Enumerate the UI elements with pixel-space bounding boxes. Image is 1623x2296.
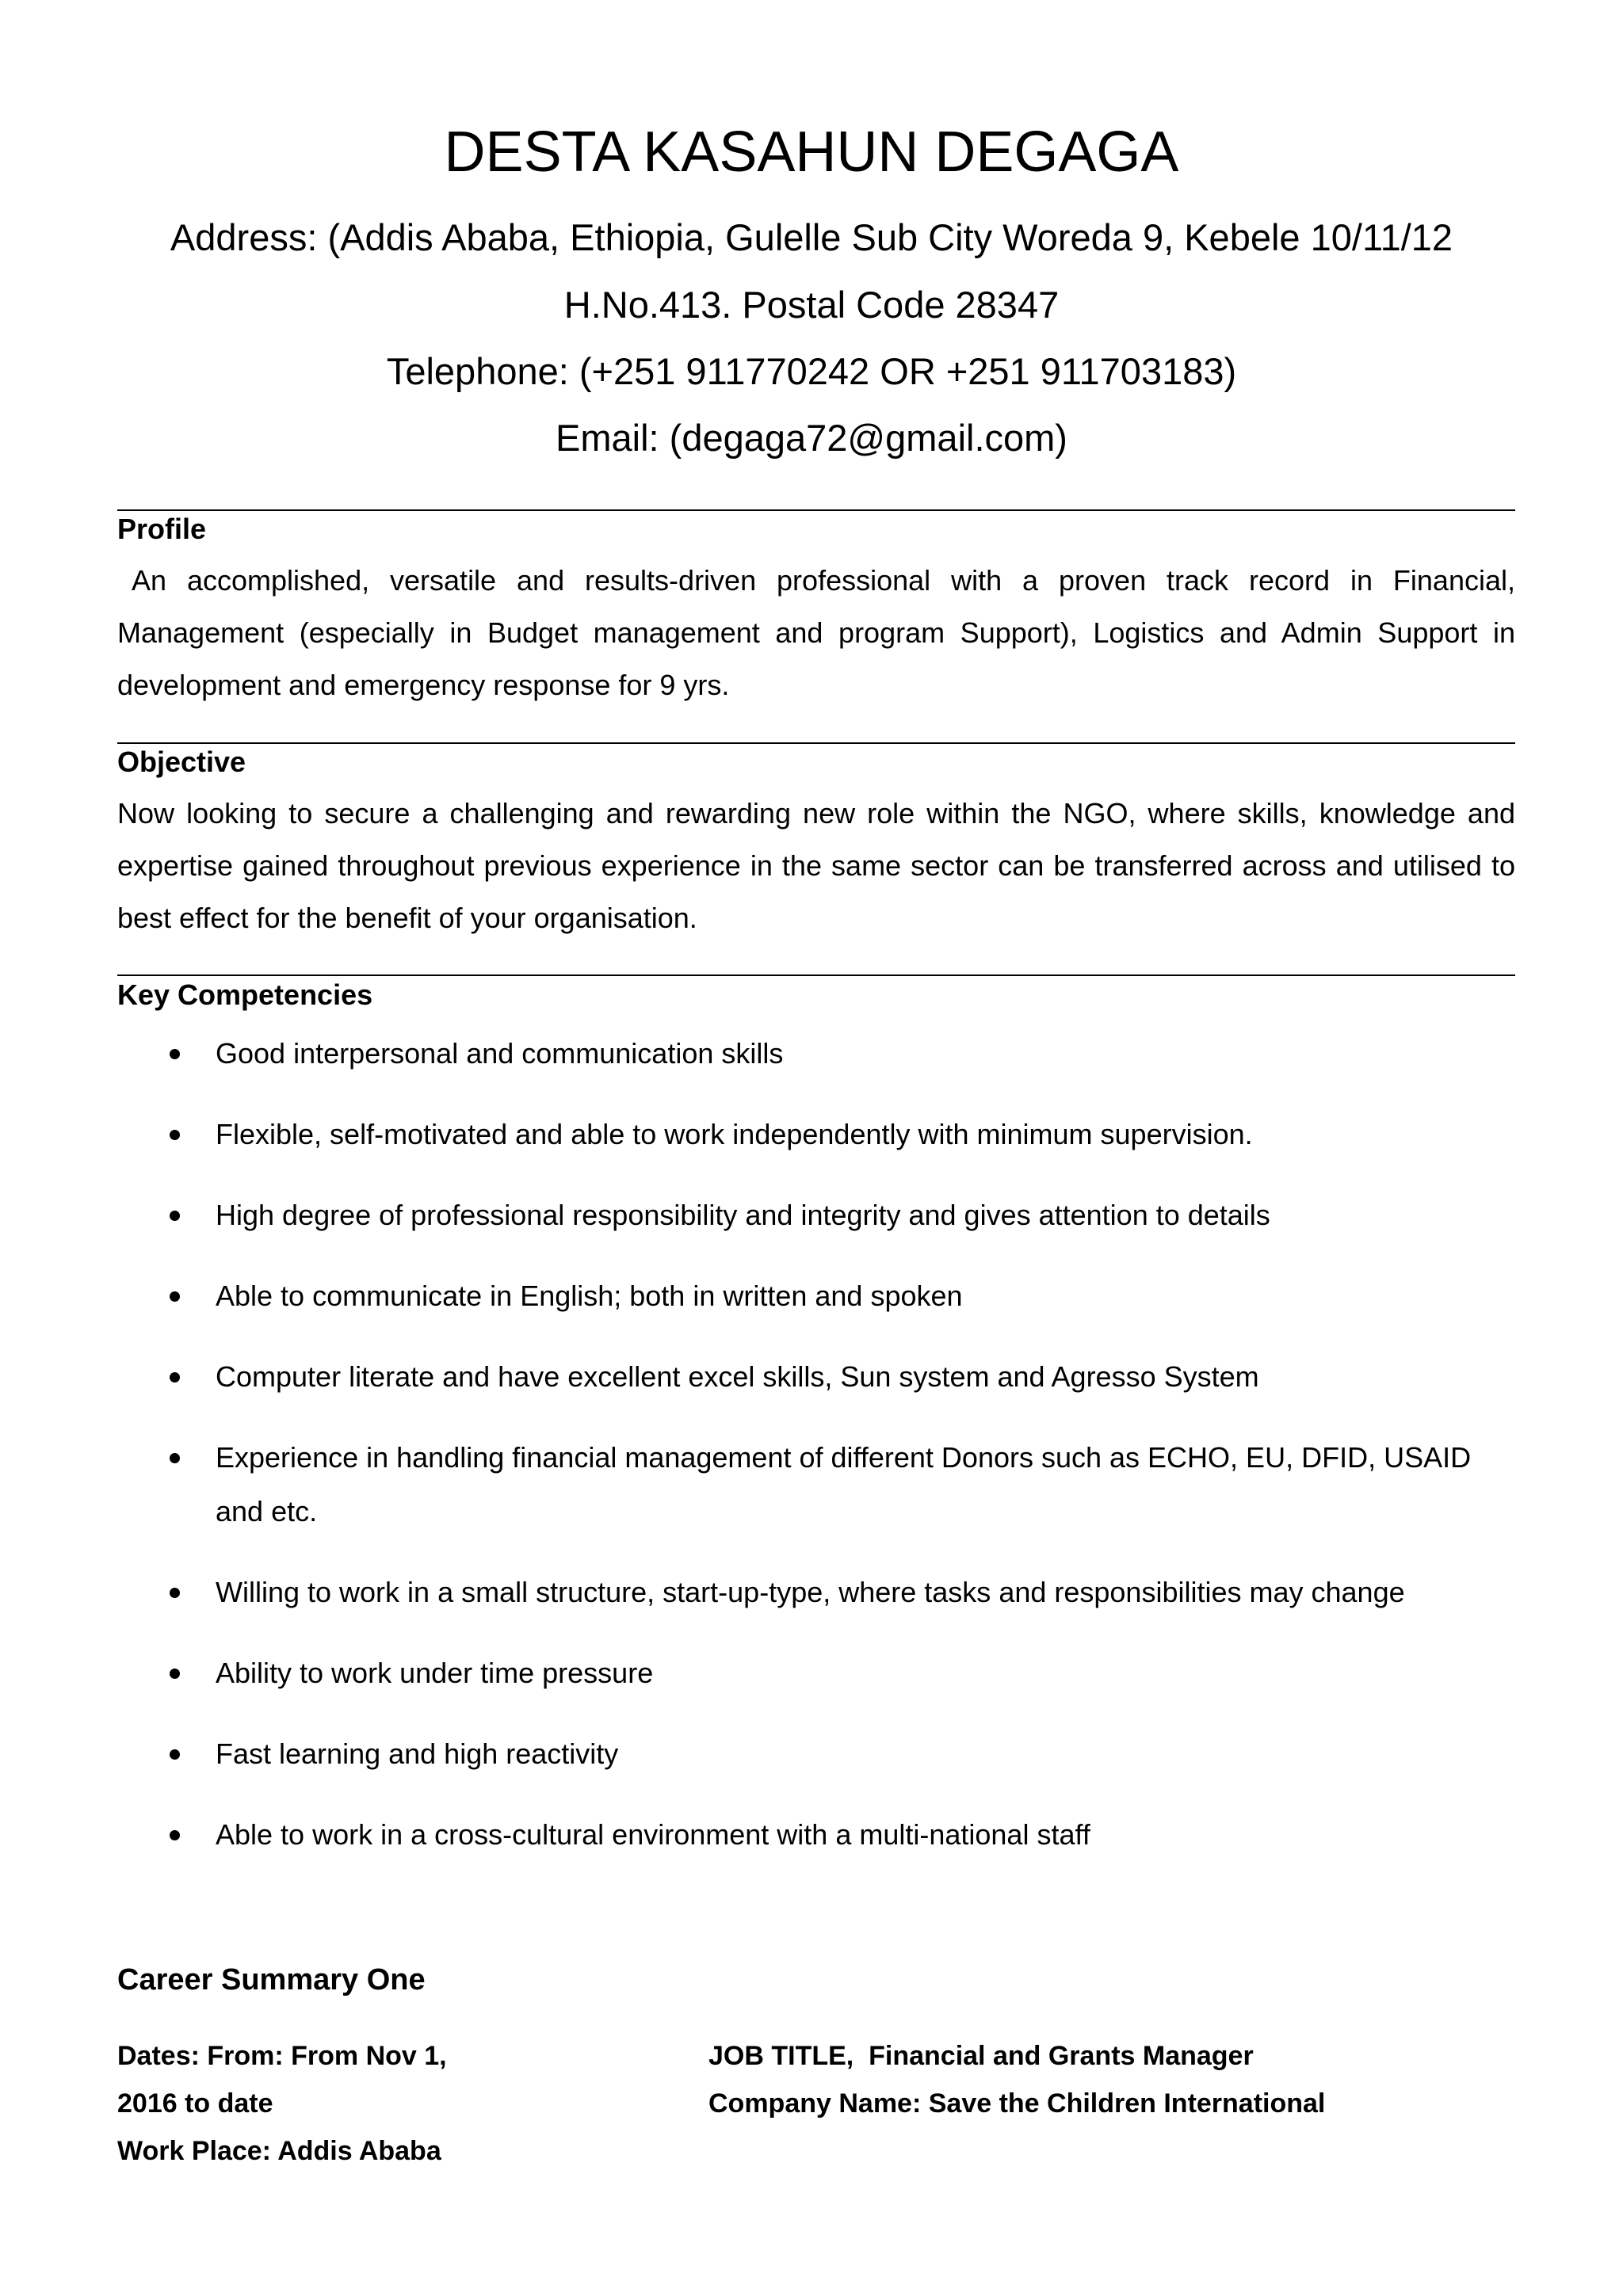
competency-text: Able to communicate in English; both in written and spoken xyxy=(216,1280,963,1312)
job-dates-block xyxy=(117,2032,561,2175)
competency-text: Ability to work under time pressure xyxy=(216,1657,654,1689)
competency-text: High degree of professional responsibility and integrity and gives attention to details xyxy=(216,1199,1270,1231)
list-item xyxy=(117,1727,1515,1781)
competencies-list xyxy=(117,1027,1515,1889)
bullet-icon xyxy=(170,1749,180,1760)
list-item xyxy=(117,1431,1515,1539)
competencies-divider xyxy=(117,974,1515,976)
job-title: JOB TITLE, Financial and Grants Manager xyxy=(708,2041,1254,2071)
profile-text: An accomplished, versatile and results-driven professional with a proven track record in Financial, Management (especially in Budget management and program Support), Logistics and Admin Support in development and emergency response for 9 yrs. xyxy=(117,564,1515,701)
work-place: Work Place: Addis Ababa xyxy=(117,2136,441,2166)
email-line: Email: (degaga72@gmail.com) xyxy=(556,417,1067,459)
bullet-icon xyxy=(170,1588,180,1598)
dates-line-2: 2016 to date xyxy=(117,2088,273,2119)
list-item xyxy=(117,1188,1515,1242)
competency-text: Flexible, self-motivated and able to work independently with minimum supervision. xyxy=(216,1118,1253,1150)
bullet-icon xyxy=(170,1130,180,1140)
competency-text: Able to work in a cross-cultural environment with a multi-national staff xyxy=(216,1818,1090,1851)
list-item xyxy=(117,1027,1515,1081)
bullet-icon xyxy=(170,1453,180,1463)
competency-text: Experience in handling financial management of different Donors such as ECHO, EU, DFID, USAID and etc. xyxy=(216,1441,1472,1527)
candidate-name: DESTA KASAHUN DEGAGA xyxy=(444,120,1179,184)
list-item xyxy=(117,1350,1515,1404)
address-line-1: Address: (Addis Ababa, Ethiopia, Gulelle Sub City Woreda 9, Kebele 10/11/12 xyxy=(170,216,1453,258)
bullet-icon xyxy=(170,1049,180,1059)
objective-heading: Objective xyxy=(117,746,246,778)
bullet-icon xyxy=(170,1830,180,1840)
competency-text: Fast learning and high reactivity xyxy=(216,1737,619,1770)
objective-text: Now looking to secure a challenging and rewarding new role within the NGO, where skills, knowledge and expertise gained throughout previous experience in the same sector can be transferred across and utilised to best effect for the benefit of your organisation. xyxy=(117,797,1515,934)
address-line-2: H.No.413. Postal Code 28347 xyxy=(563,284,1060,326)
job-title-block xyxy=(708,2032,1501,2127)
bullet-icon xyxy=(170,1372,180,1383)
competencies-heading: Key Competencies xyxy=(117,978,373,1011)
company-name: Company Name: Save the Children International xyxy=(708,2088,1326,2119)
bullet-icon xyxy=(170,1211,180,1221)
telephone-line: Telephone: (+251 911770242 OR +251 911703183) xyxy=(386,350,1237,392)
list-item xyxy=(117,1108,1515,1161)
profile-divider xyxy=(117,509,1515,511)
list-item xyxy=(117,1808,1515,1862)
list-item xyxy=(117,1646,1515,1700)
dates-line-1: Dates: From: From Nov 1, xyxy=(117,2041,447,2071)
competency-text: Computer literate and have excellent excel skills, Sun system and Agresso System xyxy=(216,1360,1259,1393)
list-item xyxy=(117,1566,1515,1619)
bullet-icon xyxy=(170,1291,180,1302)
competency-text: Willing to work in a small structure, start-up-type, where tasks and responsibilities may change xyxy=(216,1576,1405,1608)
list-item xyxy=(117,1269,1515,1323)
career-summary-heading: Career Summary One xyxy=(117,1963,426,1997)
competency-text: Good interpersonal and communication skills xyxy=(216,1037,784,1070)
objective-divider xyxy=(117,742,1515,744)
bullet-icon xyxy=(170,1669,180,1679)
profile-heading: Profile xyxy=(117,513,207,545)
